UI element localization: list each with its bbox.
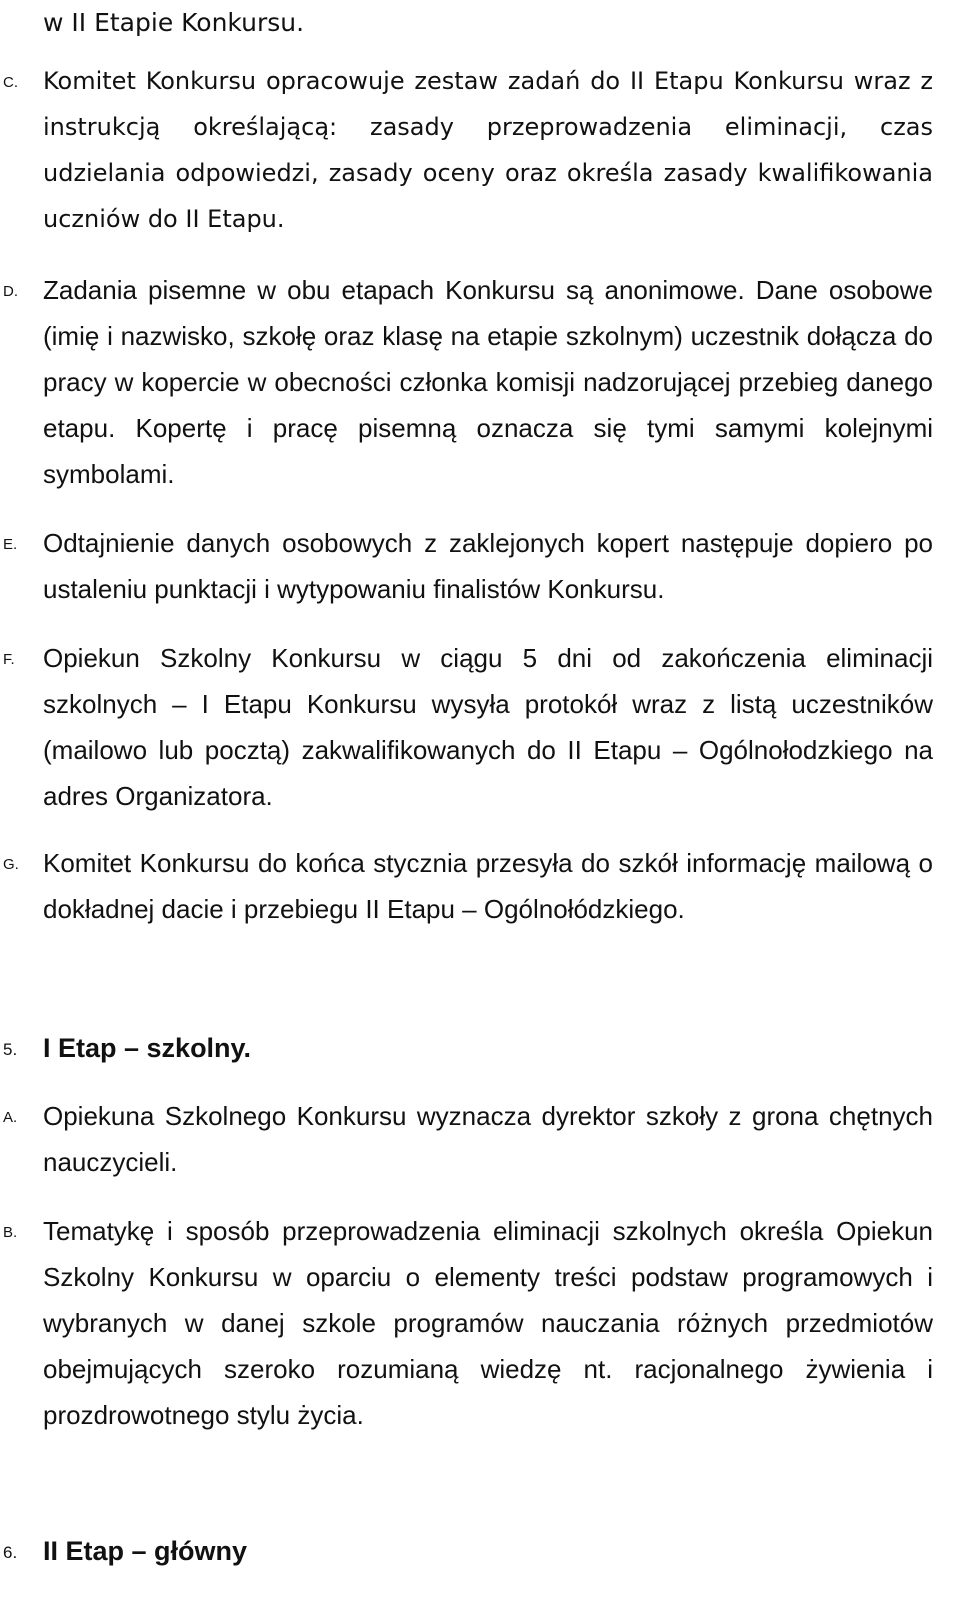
item-marker: D. bbox=[3, 283, 18, 300]
item-text: Tematykę i sposób przeprowadzenia eliminacji szkolnych określa Opiekun Szkolny Konkursu w oparciu o elementy treści podstaw programowych i wybranych w danej szkole programów nauczania różnych przedmiotów obejmujących szeroko rozumianą wiedzę nt. racjonalnego żywienia i prozdrowotnego stylu życia. bbox=[43, 1216, 933, 1430]
item-marker: B. bbox=[3, 1224, 18, 1241]
item-text: Opiekun Szkolny Konkursu w ciągu 5 dni od zakończenia eliminacji szkolnych – I Etapu Konkursu wysyła protokół wraz z listą uczestników (mailowo lub pocztą) zakwalifikowanych do II Etapu – Ogólnołodzkiego na adres Organizatora. bbox=[43, 643, 933, 811]
item-marker: 6. bbox=[3, 1543, 18, 1562]
item-text: Odtajnienie danych osobowych z zaklejonych kopert następuje dopiero po ustaleniu punktacji i wytypowaniu finalistów Konkursu. bbox=[43, 528, 933, 604]
item-marker: G. bbox=[3, 856, 19, 873]
item-marker: 5. bbox=[3, 1040, 18, 1059]
item-text: Opiekuna Szkolnego Konkursu wyznacza dyrektor szkoły z grona chętnych nauczycieli. bbox=[43, 1101, 933, 1177]
item-text: Zadania pisemne w obu etapach Konkursu są anonimowe. Dane osobowe (imię i nazwisko, szkołę oraz klasę na etapie szkolnym) uczestnik dołącza do pracy w kopercie w obecności członka komisji nadzorującej przebieg danego etapu. Kopertę i pracę pisemną oznacza się tymi samymi kolejnymi symbolami. bbox=[43, 275, 933, 489]
item-marker: C. bbox=[3, 74, 18, 91]
item-text: Komitet Konkursu opracowuje zestaw zadań do II Etapu Konkursu wraz z instrukcją określającą: zasady przeprowadzenia eliminacji, czas udzielania odpowiedzi, zasady oceny oraz określa zasady kwalifikowania uczniów do II Etapu. bbox=[43, 67, 933, 233]
section-title: I Etap – szkolny. bbox=[43, 1033, 252, 1063]
item-marker: A. bbox=[3, 1109, 18, 1126]
item-marker: E. bbox=[3, 536, 18, 553]
item-text: Komitet Konkursu do końca stycznia przesyła do szkół informację mailową o dokładnej dacie i przebiegu II Etapu – Ogólnołódzkiego. bbox=[43, 848, 933, 924]
item-marker: F. bbox=[3, 651, 15, 668]
section-title: II Etap – główny bbox=[43, 1536, 248, 1566]
continued-line: w II Etapie Konkursu. bbox=[43, 8, 305, 37]
